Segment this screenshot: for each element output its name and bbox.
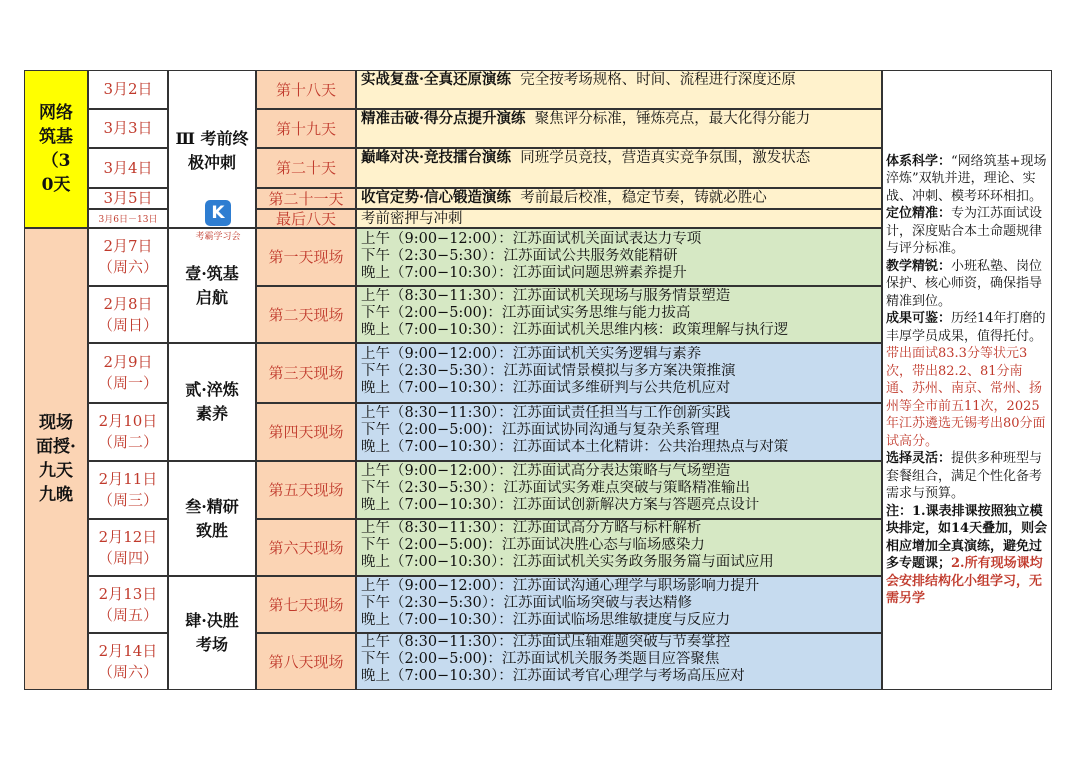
session-evening: 晚上（7:00−10:30）：江苏面试创新解决方案与答题亮点设计 [361,497,760,513]
online-date-5: 3月6日－13日 [88,209,168,228]
onsite-date-2 [88,286,168,343]
session-morning: 上午（8:30−11:30）：江苏面试机关现场与服务情景塑造 [361,288,731,304]
onsite-date-3-weekday: （周一） [97,374,158,392]
online-date-4: 3月5日 [88,188,168,209]
section-onsite-label: 现场面授·九天九晚 [36,413,76,505]
onsite-date-7-weekday: （周五） [97,605,158,624]
note-flex [886,450,1048,503]
onsite-day-3: 第三天现场 [256,343,356,403]
onsite-date-6-weekday: （周四） [97,548,158,567]
onsite-day-1: 第一天现场 [256,228,356,286]
online-date-3: 3月4日 [88,148,168,188]
note-flex-body: 提供多种班型与套餐组合，满足个性化备考需求与预算。 [886,451,1043,501]
online-desc-4: 考前最后校准，稳定节奏，铸就必胜心 [520,190,767,206]
session-afternoon: 下午（2:00−5:00)：江苏面试机关服务类题目应答聚焦 [361,651,720,667]
group-3-label: 叁·精研致胜 [185,496,239,540]
note-system-body: “网络筑基+现场淬炼”双轨并进，理论、实战、冲刺、模考环环相扣。 [886,153,1047,204]
session-morning: 上午（9:00−12:00）：江苏面试沟通心理学与职场影响力提升 [361,578,760,594]
session-morning: 上午（8:30−11:30）：江苏面试高分方略与标杆解析 [361,520,702,536]
onsite-date-3 [88,343,168,403]
note-results-head: 成果可鉴： [886,311,952,326]
section-onsite [24,228,88,690]
section-online [24,70,88,228]
session-evening: 晚上（7:00−10:30）：江苏面试机关思维内核：政策理解与执行逻 [361,322,789,338]
note-system [886,153,1048,206]
note-remark-highlight: 2.所有现场课均会安排结构化小组学习，无需另学 [886,556,1043,606]
note-position [886,205,1048,258]
online-desc-5: 考前密押与冲刺 [361,211,463,227]
online-title-4: 收官定势·信心锻造演练 [361,189,512,206]
group-3 [168,461,256,576]
session-morning: 上午（8:30−11:30）：江苏面试压轴难题突破与节奏掌控 [361,634,731,650]
session-afternoon: 下午（2:30−5:30）：江苏面试实务难点突破与策略精准输出 [361,480,751,496]
session-morning: 上午（8:30−11:30）：江苏面试责任担当与工作创新实践 [361,405,731,421]
session-evening: 晚上（7:00−10:30）：江苏面试临场思维敏捷度与反应力 [361,612,731,628]
note-position-body: 专为江苏面试设计，深度贴合本土命题规律与评分标准。 [886,206,1043,256]
note-flex-head: 选择灵活： [886,451,952,466]
onsite-day-2: 第二天现场 [256,286,356,343]
sidebar-content [883,151,1051,610]
note-remark [886,503,1048,608]
onsite-sessions-5 [356,461,882,519]
note-results-highlight: 带出面试83.3分等状元3次，带出82.2、81分南通、苏州、南京、常州、扬州等全市前五11次，2025年江苏遴选无锡考出80分面试高分。 [886,346,1046,449]
online-content-3 [356,148,882,188]
onsite-date-1-day: 2月7日 [103,237,153,255]
onsite-day-5: 第五天现场 [256,461,356,519]
session-morning: 上午（9:00−12:00）：江苏面试高分表达策略与气场塑造 [361,463,731,479]
onsite-date-1-weekday: （周六） [97,258,158,276]
group-4 [168,576,256,690]
onsite-date-4-day: 2月10日 [98,412,158,430]
group-4-label: 肆·决胜考场 [185,611,239,654]
onsite-day-6: 第六天现场 [256,519,356,576]
note-teaching [886,258,1048,311]
group-1-label: 壹·筑基启航 [185,263,239,307]
session-evening: 晚上（7:00−10:30）：江苏面试问题思辨素养提升 [361,265,687,281]
online-day-4: 第二十一天 [256,188,356,209]
online-date-2: 3月3日 [88,109,168,148]
session-afternoon: 下午（2:00−5:00)：江苏面试协同沟通与复杂关系管理 [361,422,720,438]
onsite-date-8 [88,633,168,690]
onsite-date-4 [88,403,168,461]
online-desc-3: 同班学员竞技，营造真实竞争氛围，激发状态 [520,150,811,166]
onsite-date-4-weekday: （周二） [97,433,158,451]
session-afternoon: 下午（2:00−5:00)：江苏面试实务思维与能力拔高 [361,305,691,321]
online-desc-1: 完全按考场规格、时间、流程进行深度还原 [520,72,796,88]
onsite-date-2-day: 2月8日 [103,294,153,313]
onsite-date-8-day: 2月14日 [98,641,158,660]
online-content-4 [356,188,882,209]
note-results [886,310,1048,450]
online-title-3: 巅峰对决·竞技擂台演练 [361,149,512,166]
onsite-date-5-weekday: （周三） [97,491,158,509]
online-title-2: 精准击破·得分点提升演练 [361,110,526,127]
online-content-1 [356,70,882,109]
session-afternoon: 下午（2:30−5:30）：江苏面试情景模拟与多方案决策推演 [361,363,736,379]
group-2-label: 贰·淬炼素养 [185,380,239,423]
session-evening: 晚上（7:00−10:30）：江苏面试本土化精讲：公共治理热点与对策 [361,439,789,455]
note-position-head: 定位精准： [886,206,952,221]
onsite-date-5 [88,461,168,519]
onsite-date-7-day: 2月13日 [98,584,158,603]
online-desc-2: 聚焦评分标准，锤炼亮点，最大化得分能力 [534,111,811,127]
onsite-date-3-day: 2月9日 [103,353,153,371]
onsite-day-4: 第四天现场 [256,403,356,461]
onsite-sessions-4 [356,403,882,461]
onsite-date-7 [88,576,168,633]
session-evening: 晚上（7:00−10:30）：江苏面试多维研判与公共危机应对 [361,380,731,396]
online-content-2 [356,109,882,148]
group-2 [168,343,256,461]
session-afternoon: 下午（2:00−5:00)：江苏面试决胜心态与临场感染力 [361,537,705,553]
onsite-day-8: 第八天现场 [256,633,356,690]
logo-k-icon: K [205,200,231,226]
session-afternoon: 下午（2:30−5:30）：江苏面试临场突破与表达精修 [361,595,693,611]
phase-3-label: Ⅲ 考前终极冲刺 [175,129,249,172]
onsite-day-7: 第七天现场 [256,576,356,633]
brand-logo [189,200,247,250]
onsite-date-5-day: 2月11日 [98,470,158,488]
online-day-5: 最后八天 [256,209,356,228]
session-evening: 晚上（7:00−10:30）：江苏面试考官心理学与考场高压应对 [361,668,745,684]
onsite-date-8-weekday: （周六） [97,662,158,681]
session-evening: 晚上（7:00−10:30）：江苏面试机关实务政务服务篇与面试应用 [361,554,774,570]
online-day-3: 第二十天 [256,148,356,188]
onsite-date-6-day: 2月12日 [98,527,158,546]
logo-caption: 考霸学习会 [195,232,241,242]
session-morning: 上午（9:00−12:00）：江苏面试机关面试表达力专项 [361,231,702,247]
onsite-date-2-weekday: （周日） [97,315,158,334]
onsite-sessions-3 [356,343,882,403]
session-morning: 上午（9:00−12:00）：江苏面试机关实务逻辑与素养 [361,346,702,362]
onsite-date-1 [88,228,168,286]
onsite-date-6 [88,519,168,576]
onsite-sessions-6 [356,519,882,576]
note-remark-body: 注：1.课表排课按照独立模块排定，如14天叠加，则会相应增加全真演练，避免过多专题课； [886,503,1048,571]
online-title-1: 实战复盘·全真还原演练 [361,71,512,88]
online-day-1: 第十八天 [256,70,356,109]
onsite-sessions-1 [356,228,882,286]
note-teaching-body: 小班私塾、岗位保护、核心师资，确保指导精准到位。 [886,258,1043,309]
session-afternoon: 下午（2:30−5:30）：江苏面试公共服务效能精研 [361,248,678,264]
onsite-sessions-2 [356,286,882,343]
note-teaching-head: 教学精锐： [886,258,952,274]
online-date-1: 3月2日 [88,70,168,109]
section-online-label: 网络筑基（30天 [39,103,73,195]
onsite-sessions-8 [356,633,882,690]
note-system-head: 体系科学： [886,153,952,169]
online-content-5 [356,209,882,228]
onsite-sessions-7 [356,576,882,633]
sidebar-notes [882,70,1052,690]
online-day-2: 第十九天 [256,109,356,148]
note-results-body: 历经14年打磨的丰厚学员成果，值得托付。 [886,311,1046,344]
